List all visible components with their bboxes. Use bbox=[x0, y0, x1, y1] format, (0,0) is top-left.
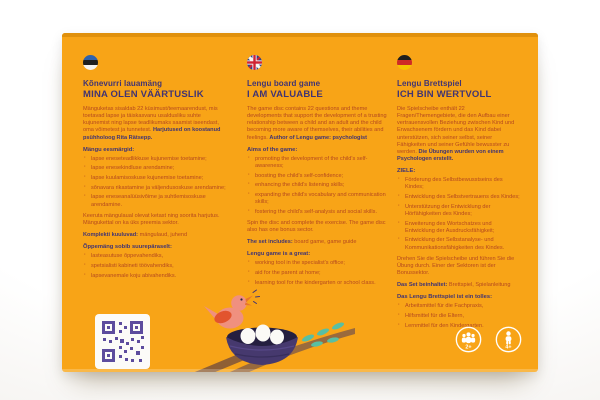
goal-item: · enhancing the child's listening skills; bbox=[247, 182, 391, 189]
use-item: · aid for the parent at home; bbox=[247, 270, 391, 277]
uses-list bbox=[247, 260, 391, 286]
goals-heading: ZIELE: bbox=[397, 168, 416, 175]
intro-author-bold: Harjutused on koostanud psühholoog Rita Rätsepp. bbox=[83, 127, 221, 141]
goal-item: · fostering the child's self-analysis and social skills. bbox=[247, 209, 391, 216]
bird-on-nest-illustration bbox=[190, 288, 356, 372]
use-item: · Hilfsmittel für die Eltern, bbox=[397, 313, 521, 320]
goals-list bbox=[83, 156, 227, 209]
germany-flag-icon bbox=[397, 55, 412, 70]
set-value: mängulaud, juhend bbox=[138, 232, 188, 239]
goal-item: · sõnavara rikastamine ja väljendusoskuse arendamine; bbox=[83, 185, 227, 192]
column-german bbox=[397, 55, 521, 334]
bird-icon bbox=[204, 290, 260, 329]
set-label: Komplekti kuuluvad: bbox=[83, 232, 139, 239]
spin-instructions: Keeruta mängulaual olevat ketast ning soorita harjutus. Mängukettal on ka üks preemia sektor. bbox=[83, 212, 220, 226]
set-contents bbox=[247, 239, 391, 246]
intro-paragraph bbox=[247, 106, 391, 142]
goals-list bbox=[397, 177, 521, 251]
use-item: · lasteasutuse õppevahendiks, bbox=[83, 253, 227, 260]
use-item: · lapsevanemale koju abivahendiks. bbox=[83, 273, 227, 280]
estonia-flag-icon bbox=[83, 55, 98, 70]
uses-list bbox=[83, 253, 227, 279]
intro-paragraph bbox=[83, 106, 227, 142]
chirp-marks-icon bbox=[253, 290, 260, 304]
game-subtitle: Lengu Brettspiel bbox=[397, 79, 462, 88]
goal-item: · lapse kuulamisoskuse kujunemise toetamine; bbox=[83, 175, 227, 182]
intro-author-bold: Die Übungen wurden von einem Psychologen erstellt. bbox=[397, 148, 504, 163]
goals-heading: Aims of the game: bbox=[247, 146, 298, 153]
goal-item: · Erweiterung des Wortschatzes und Entwicklung der Ausdrucksfähigkeit; bbox=[397, 221, 521, 235]
goals-heading: Mängu eesmärgid: bbox=[83, 146, 135, 153]
age-person-icon bbox=[506, 331, 512, 344]
players-icon bbox=[462, 332, 475, 343]
badge-row bbox=[455, 326, 522, 353]
goal-item: · Entwicklung der Selbstanalyse- und Kommunikationsfähigkeiten des Kindes. bbox=[397, 237, 521, 251]
game-box-back bbox=[62, 33, 538, 372]
use-item: · working tool in the specialist's office; bbox=[247, 260, 391, 267]
intro-text: Mänguketas sisaldab 22 küsimust/teemaarendust, mis toetavad lapse ja täiskasvanu usaldusliku suhte kujunemist ning lapse teadlikumaks saamist iseendast, oma võimetest ja tunnetest. bbox=[83, 106, 219, 134]
players-count-label: 2+ bbox=[465, 344, 472, 351]
age-label: 4+ bbox=[505, 344, 512, 351]
intro-text: Die Spielscheibe enthält 22 Fragen/Themengebiete, die den Aufbau einer vertrauensvollen Beziehung zwischen Kind und Erwachsenem fördern und das Kind dabei unterstützen, sich seiner selbst, seiner Fähigkeiten und seiner Gefühle bewusster zu werden. bbox=[397, 106, 515, 155]
use-item: · learning tool for the kindergarten or school class. bbox=[247, 280, 391, 287]
column-english bbox=[247, 55, 391, 291]
use-item: · spetsialisti kabineti töövahendiks, bbox=[83, 263, 227, 270]
set-contents bbox=[83, 232, 227, 239]
goal-item: · lapse eneseanalüüsivõime ja suhtlemisoskuse arendamine. bbox=[83, 194, 227, 208]
uses-heading: Das Lengu Brettspiel ist ein tolles: bbox=[397, 294, 493, 301]
game-subtitle: Kõnevurri lauamäng bbox=[83, 79, 163, 88]
qr-code-icon bbox=[95, 314, 150, 369]
spin-instructions: Drehen Sie die Spielscheibe und führen Sie die Übung durch. Einer der Sektoren ist der Bonussektor. bbox=[397, 255, 515, 276]
uses-heading: Õppemäng sobib suurepäraselt: bbox=[83, 244, 172, 251]
column-estonian bbox=[83, 55, 227, 284]
goal-item: · Unterstützung der Entwicklung der Hörfähigkeiten des Kindes; bbox=[397, 204, 521, 218]
game-title: I AM VALUABLE bbox=[247, 89, 323, 100]
goal-item: · lapse eneseteadlikkuse kujunemise toetamine; bbox=[83, 156, 227, 163]
uses-heading: Lengu game is a great: bbox=[247, 251, 311, 258]
game-subtitle: Lengu board game bbox=[247, 79, 321, 88]
use-item: · Lernmittel für den Kindergarten. bbox=[397, 323, 521, 330]
goal-item: · Förderung des Selbstbewusstseins des Kindes; bbox=[397, 177, 521, 191]
goals-list bbox=[247, 156, 391, 216]
age-badge bbox=[495, 326, 522, 353]
set-contents bbox=[397, 282, 521, 289]
intro-text: The game disc contains 22 questions and theme developments that support the development of a trusting relationship between a child and an adult and the child becoming more aware of themselves, their abilities and feelings. bbox=[247, 106, 387, 141]
game-title: MINA OLEN VÄÄRTUSLIK bbox=[83, 89, 204, 100]
goal-item: · Entwicklung des Selbstvertrauens des Kindes; bbox=[397, 194, 521, 201]
uk-flag-icon bbox=[247, 55, 262, 70]
players-badge bbox=[455, 326, 482, 353]
set-value: board game, game guide bbox=[292, 239, 357, 246]
use-item: · Arbeitsmittel für die Fachpraxis, bbox=[397, 303, 521, 310]
goal-item: · lapse enesekindluse arendamine; bbox=[83, 165, 227, 172]
intro-paragraph bbox=[397, 106, 521, 163]
goal-item: · boosting the child's self-confidence; bbox=[247, 173, 391, 180]
set-label: Das Set beinhaltet: bbox=[397, 282, 448, 289]
set-value: Brettspiel, Spielanleitung bbox=[447, 282, 511, 289]
set-label: The set includes: bbox=[247, 239, 293, 246]
goal-item: · promoting the development of the child's self-awareness; bbox=[247, 156, 391, 170]
spin-instructions: Spin the disc and complete the exercise. The game disc also has one bonus sector. bbox=[247, 219, 386, 234]
game-title: ICH BIN WERTVOLL bbox=[397, 89, 492, 100]
goal-item: · expanding the child's vocabulary and communication skills; bbox=[247, 192, 391, 206]
intro-author-bold: Author of Lengu game: psychologist bbox=[269, 134, 367, 141]
